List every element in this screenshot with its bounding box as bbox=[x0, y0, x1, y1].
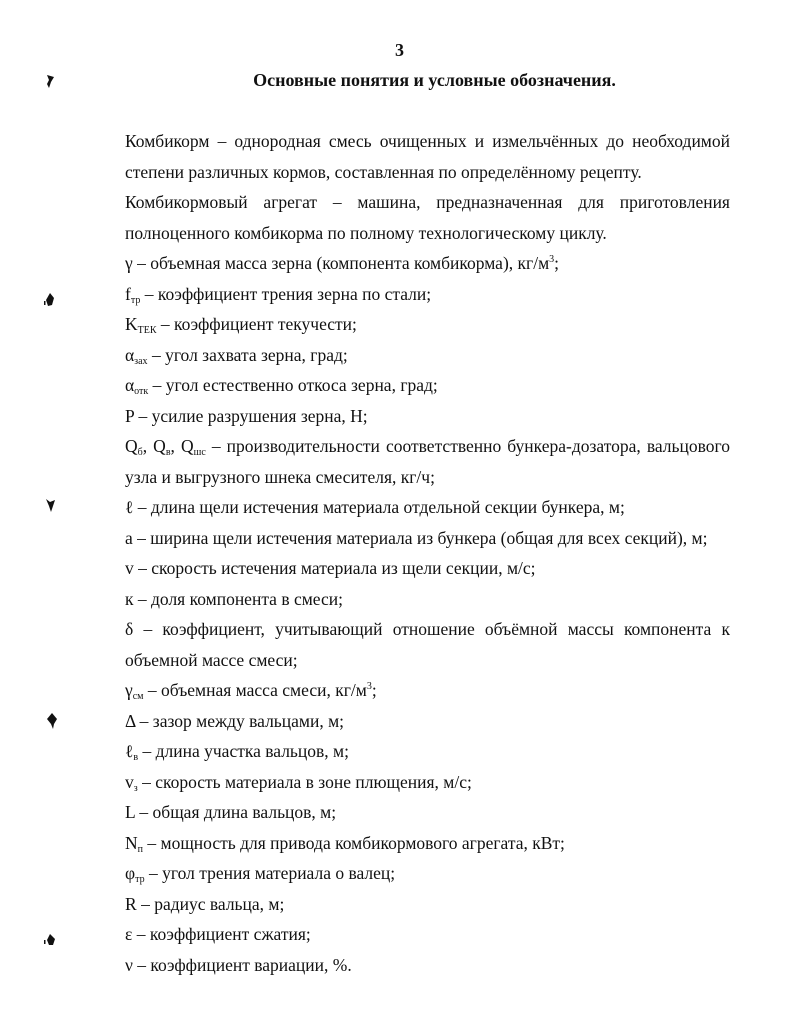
symbol-gamma-sm: $\gamma_{см}$ – объемная масса смеси, $кг/м^3$; bbox=[125, 680, 377, 702]
symbol-delta-gap: Δ – зазор между вальцами, м; bbox=[125, 710, 345, 731]
definition-text: – однородная смесь очищенных и измельчённых до необходимой степени различных кормов, составленная по определённому рецепту. bbox=[125, 131, 730, 182]
symbol-nu: ν – коэффициент вариации, %. bbox=[125, 954, 352, 975]
symbol-L: L – общая длина вальцов, м; bbox=[125, 802, 337, 822]
symbol-delta: δ – коэффициент, учитывающий отношение объёмной массы компонента к объемной массе смеси; bbox=[125, 619, 730, 670]
scan-mark bbox=[44, 497, 56, 511]
symbol-alpha-zah: $\alpha_{зах}$ – угол захвата зерна, град; bbox=[125, 344, 348, 367]
page-heading: Основные понятия и условные обозначения. bbox=[253, 70, 616, 90]
definition-term: Комбикормовый агрегат bbox=[125, 192, 318, 212]
symbol-k-tek: $K_{ТЕК}$ – коэффициент текучести; bbox=[125, 314, 357, 336]
symbol-v: v – скорость истечения материала из щели секции, м/с; bbox=[125, 558, 536, 578]
symbol-f-tr: $f_{тр}$ – коэффициент трения зерна по стали; bbox=[125, 283, 432, 306]
definition-kombikormovy-agregat bbox=[125, 187, 730, 248]
symbol-epsilon: ε – коэффициент сжатия; bbox=[125, 924, 311, 944]
symbol-N-p: $N_п$ – мощность для привода комбикормового агрегата, кВт; bbox=[125, 832, 565, 855]
symbol-l-v: ℓ$_в$ – длина участка вальцов, м; bbox=[125, 741, 349, 763]
symbol-l: ℓ – длина щели истечения материала отдельной секции бункера, м; bbox=[125, 497, 625, 517]
definition-text: – машина, предназначенная для приготовления полноценного комбикорма по полному технологическому циклу. bbox=[125, 192, 730, 243]
symbol-alpha-otk: $\alpha_{отк}$ – угол естественно откоса зерна, град; bbox=[125, 375, 438, 397]
definitions-list bbox=[125, 126, 730, 980]
definition-term: Комбикорм bbox=[125, 131, 210, 151]
scan-mark bbox=[44, 73, 56, 87]
symbol-phi-tr: $\varphi_{тр}$ – угол трения материала о валец; bbox=[125, 863, 396, 885]
symbol-gamma: γ – объемная масса зерна (компонента комбикорма), $кг/м^3$; bbox=[125, 253, 560, 273]
symbol-R: R – радиус вальца, м; bbox=[125, 893, 285, 914]
scan-mark bbox=[44, 292, 56, 306]
scan-mark bbox=[46, 712, 58, 726]
symbol-v-z: $v_з$ – скорость материала в зоне плющения, м/с; bbox=[125, 771, 472, 794]
symbol-p: P – усилие разрушения зерна, Н; bbox=[125, 405, 368, 426]
definition-kombikorm bbox=[125, 126, 730, 187]
symbol-a: а – ширина щели истечения материала из бункера (общая для всех секций), м; bbox=[125, 527, 708, 548]
scan-mark bbox=[44, 932, 56, 946]
symbol-k: к – доля компонента в смеси; bbox=[125, 588, 343, 609]
page-number: 3 bbox=[395, 40, 404, 60]
symbol-q-productivity: $Q_б$, $Q_в$, $Q_{шс}$ – производительности соответственно бункера-дозатора, вальцового узла и выгрузного шнека смесителя, кг/ч; bbox=[125, 436, 731, 487]
